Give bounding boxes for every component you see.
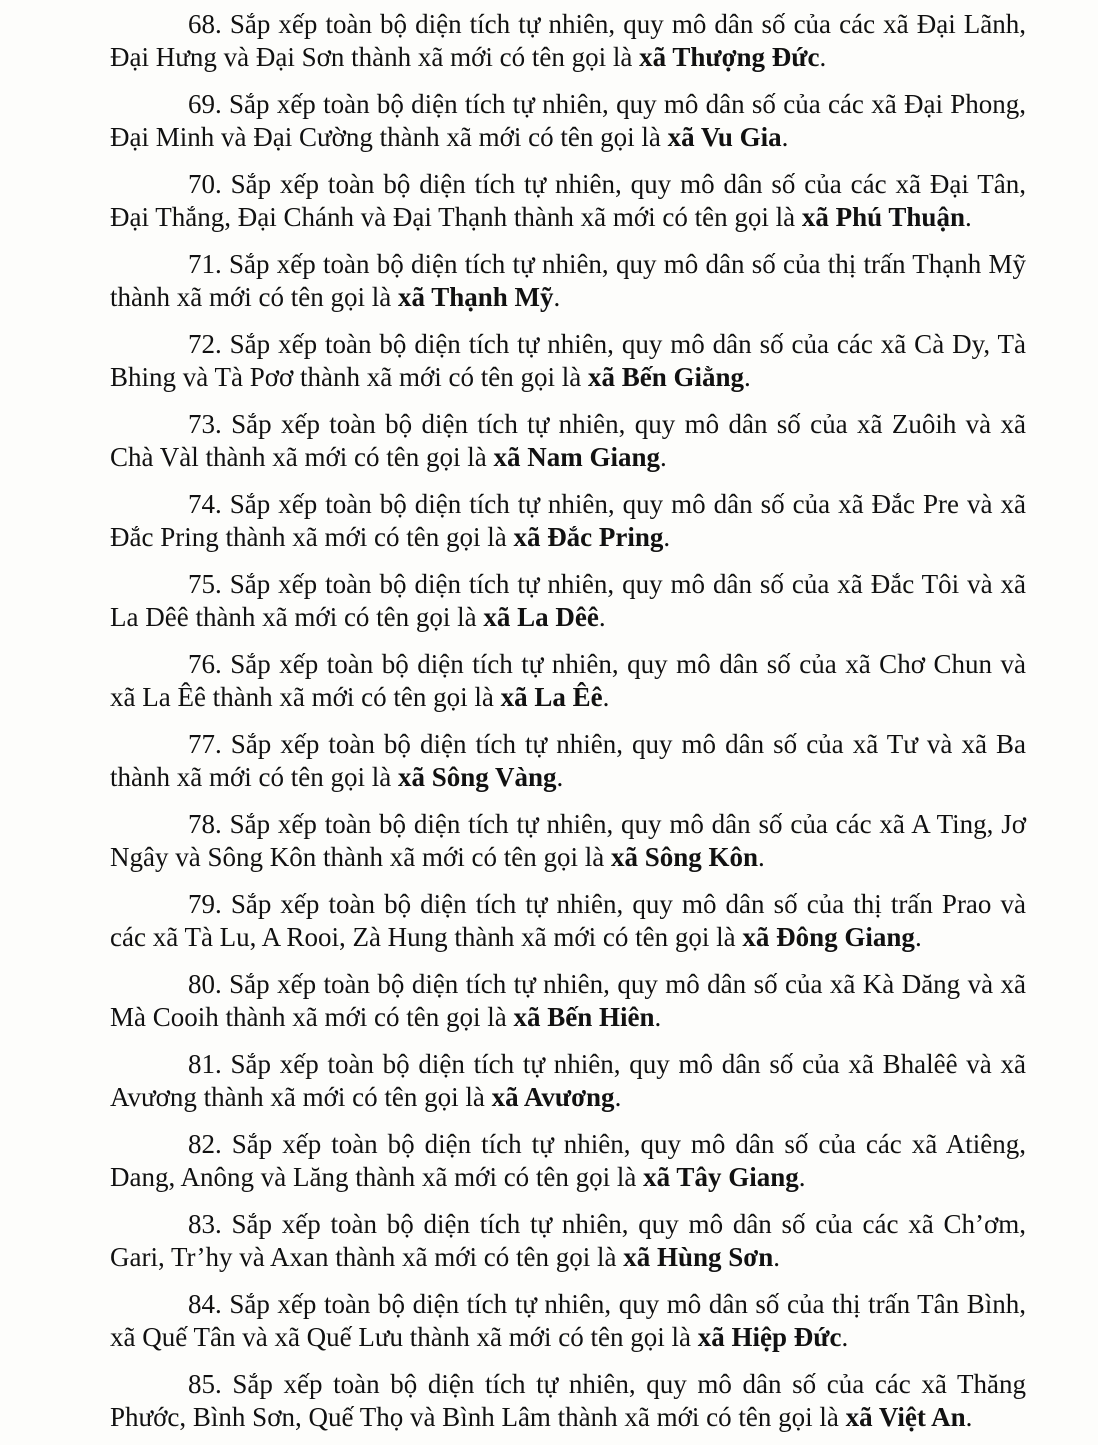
article-text: 70. Sắp xếp toàn bộ diện tích tự nhiên, quy mô dân số của các xã Đại Tân, Đại Thắng, Đại Chánh và Đại Thạnh thành xã mới có tên gọi là <box>110 169 1026 232</box>
article-end: . <box>819 42 827 72</box>
article-end: . <box>773 1242 780 1272</box>
article-77 <box>110 728 1026 794</box>
article-text: 79. Sắp xếp toàn bộ diện tích tự nhiên, quy mô dân số của thị trấn Prao và các xã Tà Lu, A Rooi, Zà Hung thành xã mới có tên gọi là <box>110 889 1026 952</box>
article-text: 77. Sắp xếp toàn bộ diện tích tự nhiên, quy mô dân số của xã Tư và xã Ba thành xã mới có tên gọi là <box>110 729 1026 792</box>
article-end: . <box>663 522 671 552</box>
article-end: . <box>614 1082 622 1112</box>
article-end: . <box>798 1162 806 1192</box>
new-commune-name: xã Tây Giang <box>643 1162 799 1192</box>
new-commune-name: xã Việt An <box>845 1402 966 1432</box>
article-70 <box>110 168 1026 234</box>
article-end: . <box>659 442 667 472</box>
new-commune-name: xã Phú Thuận <box>801 202 965 232</box>
article-text: 73. Sắp xếp toàn bộ diện tích tự nhiên, quy mô dân số của xã Zuôih và xã Chà Vàl thành xã mới có tên gọi là <box>110 409 1026 472</box>
article-end: . <box>965 1402 973 1432</box>
article-69 <box>110 88 1026 154</box>
new-commune-name: xã La Êê <box>500 682 603 712</box>
new-commune-name: xã Bến Hiên <box>513 1002 655 1032</box>
new-commune-name: xã Thạnh Mỹ <box>397 282 554 312</box>
article-68 <box>110 8 1026 74</box>
article-text: 84. Sắp xếp toàn bộ diện tích tự nhiên, quy mô dân số của thị trấn Tân Bình, xã Quế Tân và xã Quế Lưu thành xã mới có tên gọi là <box>110 1289 1026 1352</box>
article-75 <box>110 568 1026 634</box>
article-71 <box>110 248 1026 314</box>
article-76 <box>110 648 1026 714</box>
article-81 <box>110 1048 1026 1114</box>
article-end: . <box>553 282 561 312</box>
article-end: . <box>964 202 972 232</box>
article-end: . <box>758 842 765 872</box>
new-commune-name: xã Đông Giang <box>742 922 915 952</box>
article-82 <box>110 1128 1026 1194</box>
article-text: 69. Sắp xếp toàn bộ diện tích tự nhiên, quy mô dân số của các xã Đại Phong, Đại Minh và Đại Cường thành xã mới có tên gọi là <box>110 89 1026 152</box>
article-text: 80. Sắp xếp toàn bộ diện tích tự nhiên, quy mô dân số của xã Kà Dăng và xã Mà Cooih thành xã mới có tên gọi là <box>110 969 1026 1032</box>
new-commune-name: xã Bến Giằng <box>588 362 745 392</box>
new-commune-name: xã Đắc Pring <box>513 522 664 552</box>
article-83 <box>110 1208 1026 1274</box>
article-end: . <box>654 1002 662 1032</box>
article-end: . <box>744 362 751 392</box>
article-text: 74. Sắp xếp toàn bộ diện tích tự nhiên, quy mô dân số của xã Đắc Pre và xã Đắc Pring thành xã mới có tên gọi là <box>110 489 1026 552</box>
article-end: . <box>598 602 606 632</box>
article-79 <box>110 888 1026 954</box>
new-commune-name: xã Hùng Sơn <box>623 1242 774 1272</box>
article-text: 78. Sắp xếp toàn bộ diện tích tự nhiên, quy mô dân số của các xã A Ting, Jơ Ngây và Sông Kôn thành xã mới có tên gọi là <box>110 809 1026 872</box>
new-commune-name: xã Nam Giang <box>493 442 660 472</box>
new-commune-name: xã Sông Vàng <box>397 762 557 792</box>
new-commune-name: xã Avương <box>491 1082 615 1112</box>
article-85 <box>110 1368 1026 1434</box>
new-commune-name: xã Thượng Đức <box>639 42 820 72</box>
article-72 <box>110 328 1026 394</box>
article-text: 72. Sắp xếp toàn bộ diện tích tự nhiên, quy mô dân số của các xã Cà Dy, Tà Bhing và Tà Pơơ thành xã mới có tên gọi là <box>110 329 1026 392</box>
article-end: . <box>602 682 610 712</box>
new-commune-name: xã Hiệp Đức <box>697 1322 842 1352</box>
article-text: 71. Sắp xếp toàn bộ diện tích tự nhiên, quy mô dân số của thị trấn Thạnh Mỹ thành xã mới có tên gọi là <box>110 249 1026 312</box>
new-commune-name: xã Sông Kôn <box>610 842 758 872</box>
article-text: 81. Sắp xếp toàn bộ diện tích tự nhiên, quy mô dân số của xã Bhalêê và xã Avương thành xã mới có tên gọi là <box>110 1049 1026 1112</box>
article-end: . <box>914 922 922 952</box>
article-text: 76. Sắp xếp toàn bộ diện tích tự nhiên, quy mô dân số của xã Chơ Chun và xã La Êê thành xã mới có tên gọi là <box>110 649 1026 712</box>
article-73 <box>110 408 1026 474</box>
new-commune-name: xã La Dêê <box>483 602 599 632</box>
article-text: 85. Sắp xếp toàn bộ diện tích tự nhiên, quy mô dân số của các xã Thăng Phước, Bình Sơn, Quế Thọ và Bình Lâm thành xã mới có tên gọi là <box>110 1369 1026 1432</box>
article-text: 82. Sắp xếp toàn bộ diện tích tự nhiên, quy mô dân số của các xã Atiêng, Dang, Anông và Lăng thành xã mới có tên gọi là <box>110 1129 1026 1192</box>
article-text: 68. Sắp xếp toàn bộ diện tích tự nhiên, quy mô dân số của các xã Đại Lãnh, Đại Hưng và Đại Sơn thành xã mới có tên gọi là <box>110 9 1026 72</box>
article-84 <box>110 1288 1026 1354</box>
article-78 <box>110 808 1026 874</box>
article-text: 75. Sắp xếp toàn bộ diện tích tự nhiên, quy mô dân số của xã Đắc Tôi và xã La Dêê thành xã mới có tên gọi là <box>110 569 1026 632</box>
new-commune-name: xã Vu Gia <box>667 122 782 152</box>
article-text: 83. Sắp xếp toàn bộ diện tích tự nhiên, quy mô dân số của các xã Ch’ơm, Gari, Tr’hy và Axan thành xã mới có tên gọi là <box>110 1209 1026 1272</box>
article-74 <box>110 488 1026 554</box>
article-end: . <box>841 1322 849 1352</box>
article-end: . <box>781 122 789 152</box>
article-end: . <box>556 762 564 792</box>
article-80 <box>110 968 1026 1034</box>
